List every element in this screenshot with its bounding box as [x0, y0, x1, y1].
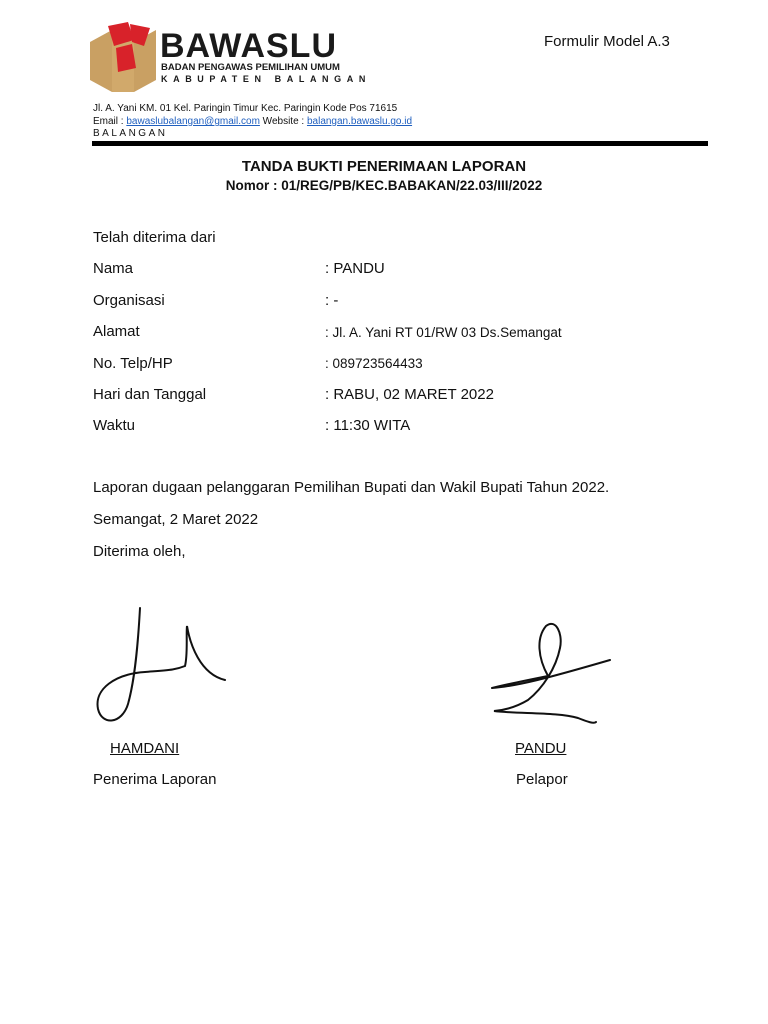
website-link[interactable]: balangan.bawaslu.go.id: [306, 116, 413, 127]
field-label-tanggal: Hari dan Tanggal: [93, 386, 207, 403]
received-by-label: Diterima oleh,: [93, 543, 186, 560]
field-label-nama: Nama: [93, 260, 134, 277]
field-value-organisasi: : -: [325, 292, 339, 309]
header-divider: [92, 141, 708, 146]
city-line: BALANGAN: [93, 128, 168, 139]
reporter-role: Pelapor: [516, 771, 568, 788]
receiver-name: HAMDANI: [110, 740, 180, 757]
email-link[interactable]: bawaslubalangan@gmail.com: [126, 116, 260, 127]
document-title: TANDA BUKTI PENERIMAAN LAPORAN: [241, 158, 527, 175]
intro-text: Telah diterima dari: [93, 229, 216, 246]
brand-name: BAWASLU: [160, 27, 337, 65]
bawaslu-logo-icon: [88, 22, 158, 94]
field-value-nama: : PANDU: [325, 260, 385, 277]
document-number: Nomor : 01/REG/PB/KEC.BABAKAN/22.03/III/2022: [225, 178, 543, 193]
email-label: Email :: [93, 116, 127, 127]
brand-region: KABUPATEN BALANGAN: [161, 74, 371, 84]
brand-subtitle: BADAN PENGAWAS PEMILIHAN UMUM: [161, 62, 340, 73]
field-label-alamat: Alamat: [93, 323, 140, 340]
reporter-signature: [488, 618, 618, 730]
report-text: Laporan dugaan pelanggaran Pemilihan Bupati dan Wakil Bupati Tahun 2022.: [93, 479, 610, 496]
contact-line: [93, 116, 412, 128]
address-line: Jl. A. Yani KM. 01 Kel. Paringin Timur Kec. Paringin Kode Pos 71615: [93, 103, 398, 114]
form-model-label: Formulir Model A.3: [544, 33, 670, 50]
reporter-name: PANDU: [515, 740, 567, 757]
field-label-waktu: Waktu: [93, 417, 135, 434]
field-label-organisasi: Organisasi: [93, 292, 165, 309]
website-label: Website :: [259, 116, 307, 127]
field-value-waktu: : 11:30 WITA: [325, 417, 411, 434]
field-value-alamat: : Jl. A. Yani RT 01/RW 03 Ds.Semangat: [325, 325, 562, 340]
receiver-role: Penerima Laporan: [93, 771, 217, 788]
field-label-telp: No. Telp/HP: [93, 355, 173, 372]
place-date: Semangat, 2 Maret 2022: [93, 511, 259, 528]
receiver-signature: [90, 604, 235, 729]
field-value-tanggal: : RABU, 02 MARET 2022: [325, 386, 494, 403]
field-value-telp: : 089723564433: [325, 356, 423, 371]
